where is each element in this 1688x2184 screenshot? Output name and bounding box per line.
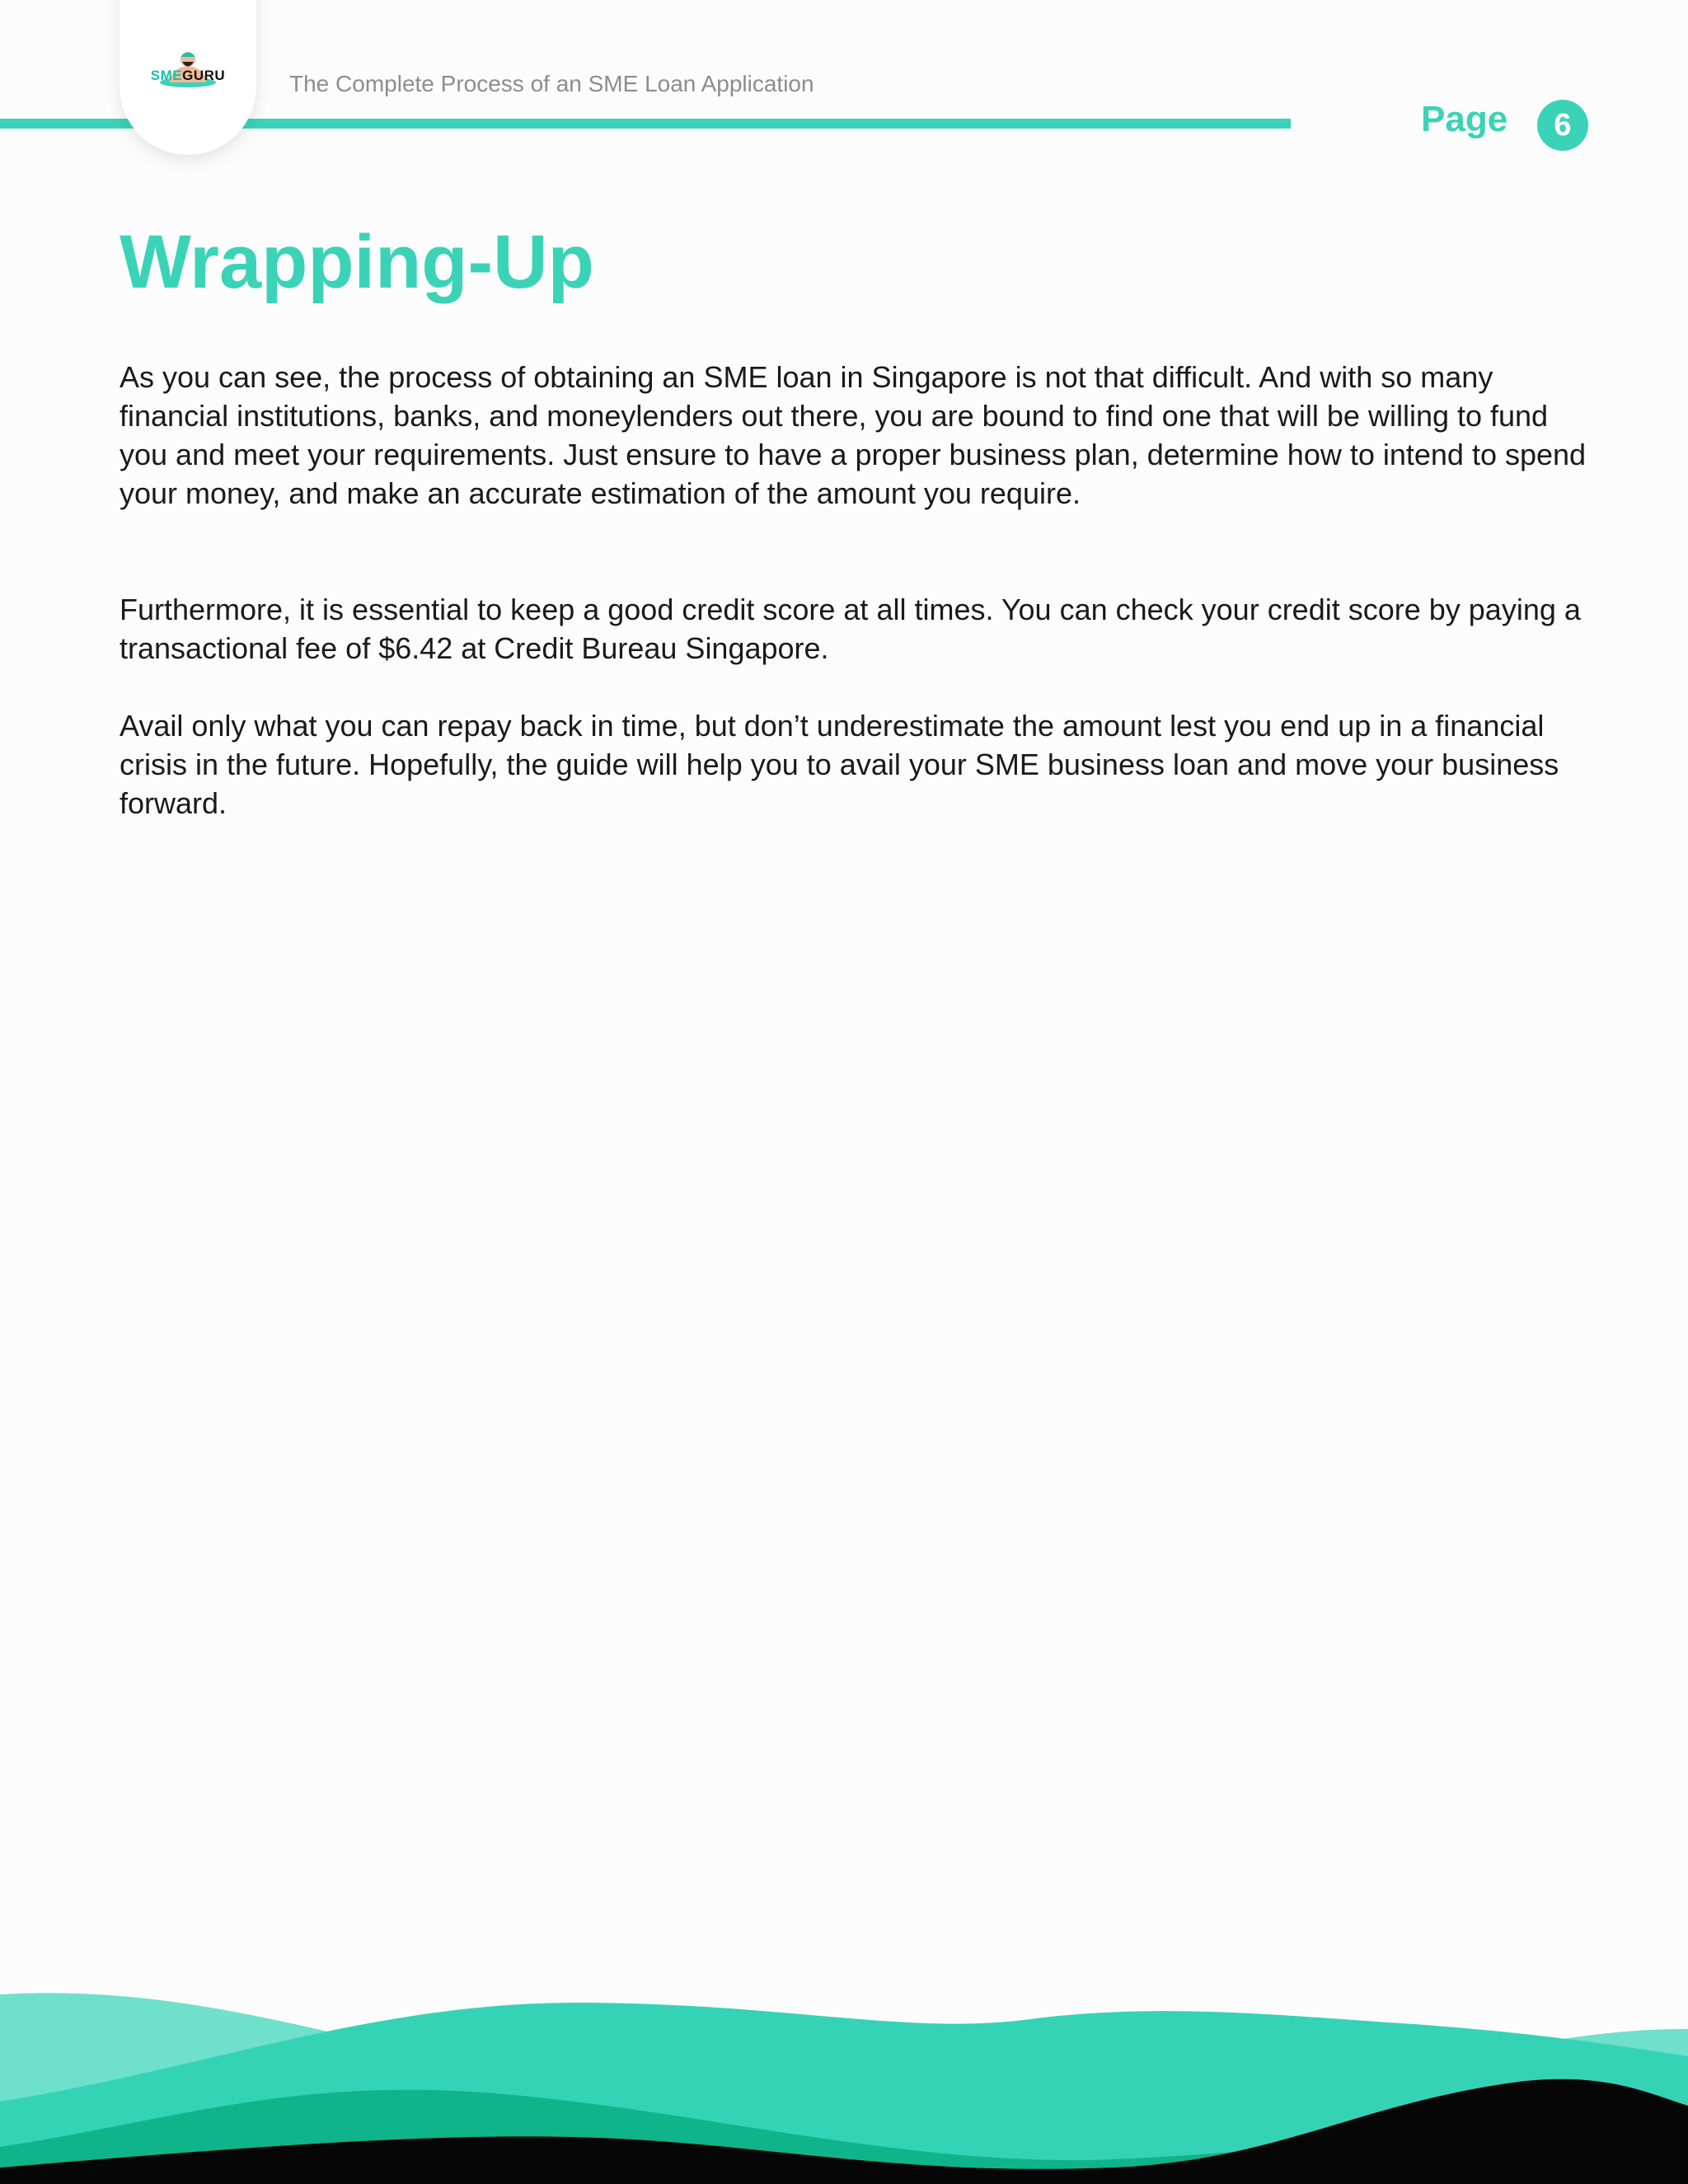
body-paragraph-1-container — [120, 358, 1587, 551]
body-paragraph-3-container — [120, 706, 1587, 861]
body-paragraph: Avail only what you can repay back in time, but don’t underestimate the amount lest you end up in a financial crisis in the future. Hopefully, the guide will help you to avail your SME business loan and move your business forward. — [120, 709, 1559, 820]
logo-wordmark — [120, 68, 256, 84]
smeguru-logo[interactable] — [120, 0, 256, 155]
page-number-badge: 6 — [1537, 100, 1588, 151]
logo-text-sme: SME — [150, 68, 183, 83]
body-paragraph: Furthermore, it is essential to keep a good credit score at all times. You can check your credit score by paying a transactional fee of $6.42 at Credit Bureau Singapore. — [120, 593, 1581, 665]
body-paragraph-2-container — [120, 590, 1587, 706]
page-label: Page — [1421, 99, 1508, 139]
footer-wave-decoration — [0, 1978, 1688, 2184]
body-paragraph: As you can see, the process of obtaining an SME loan in Singapore is not that difficult. And with so many financial institutions, banks, and moneylenders out there, you are bound to find one that will be willing to fund you and meet your requirements. Just ensure to have a proper business plan, determine how to intend to spend your money, and make an accurate estimation of the amount you require. — [120, 360, 1587, 510]
document-title: The Complete Process of an SME Loan Application — [289, 71, 814, 96]
logo-text-guru: GURU — [182, 68, 226, 83]
section-heading: Wrapping-Up — [120, 220, 594, 304]
